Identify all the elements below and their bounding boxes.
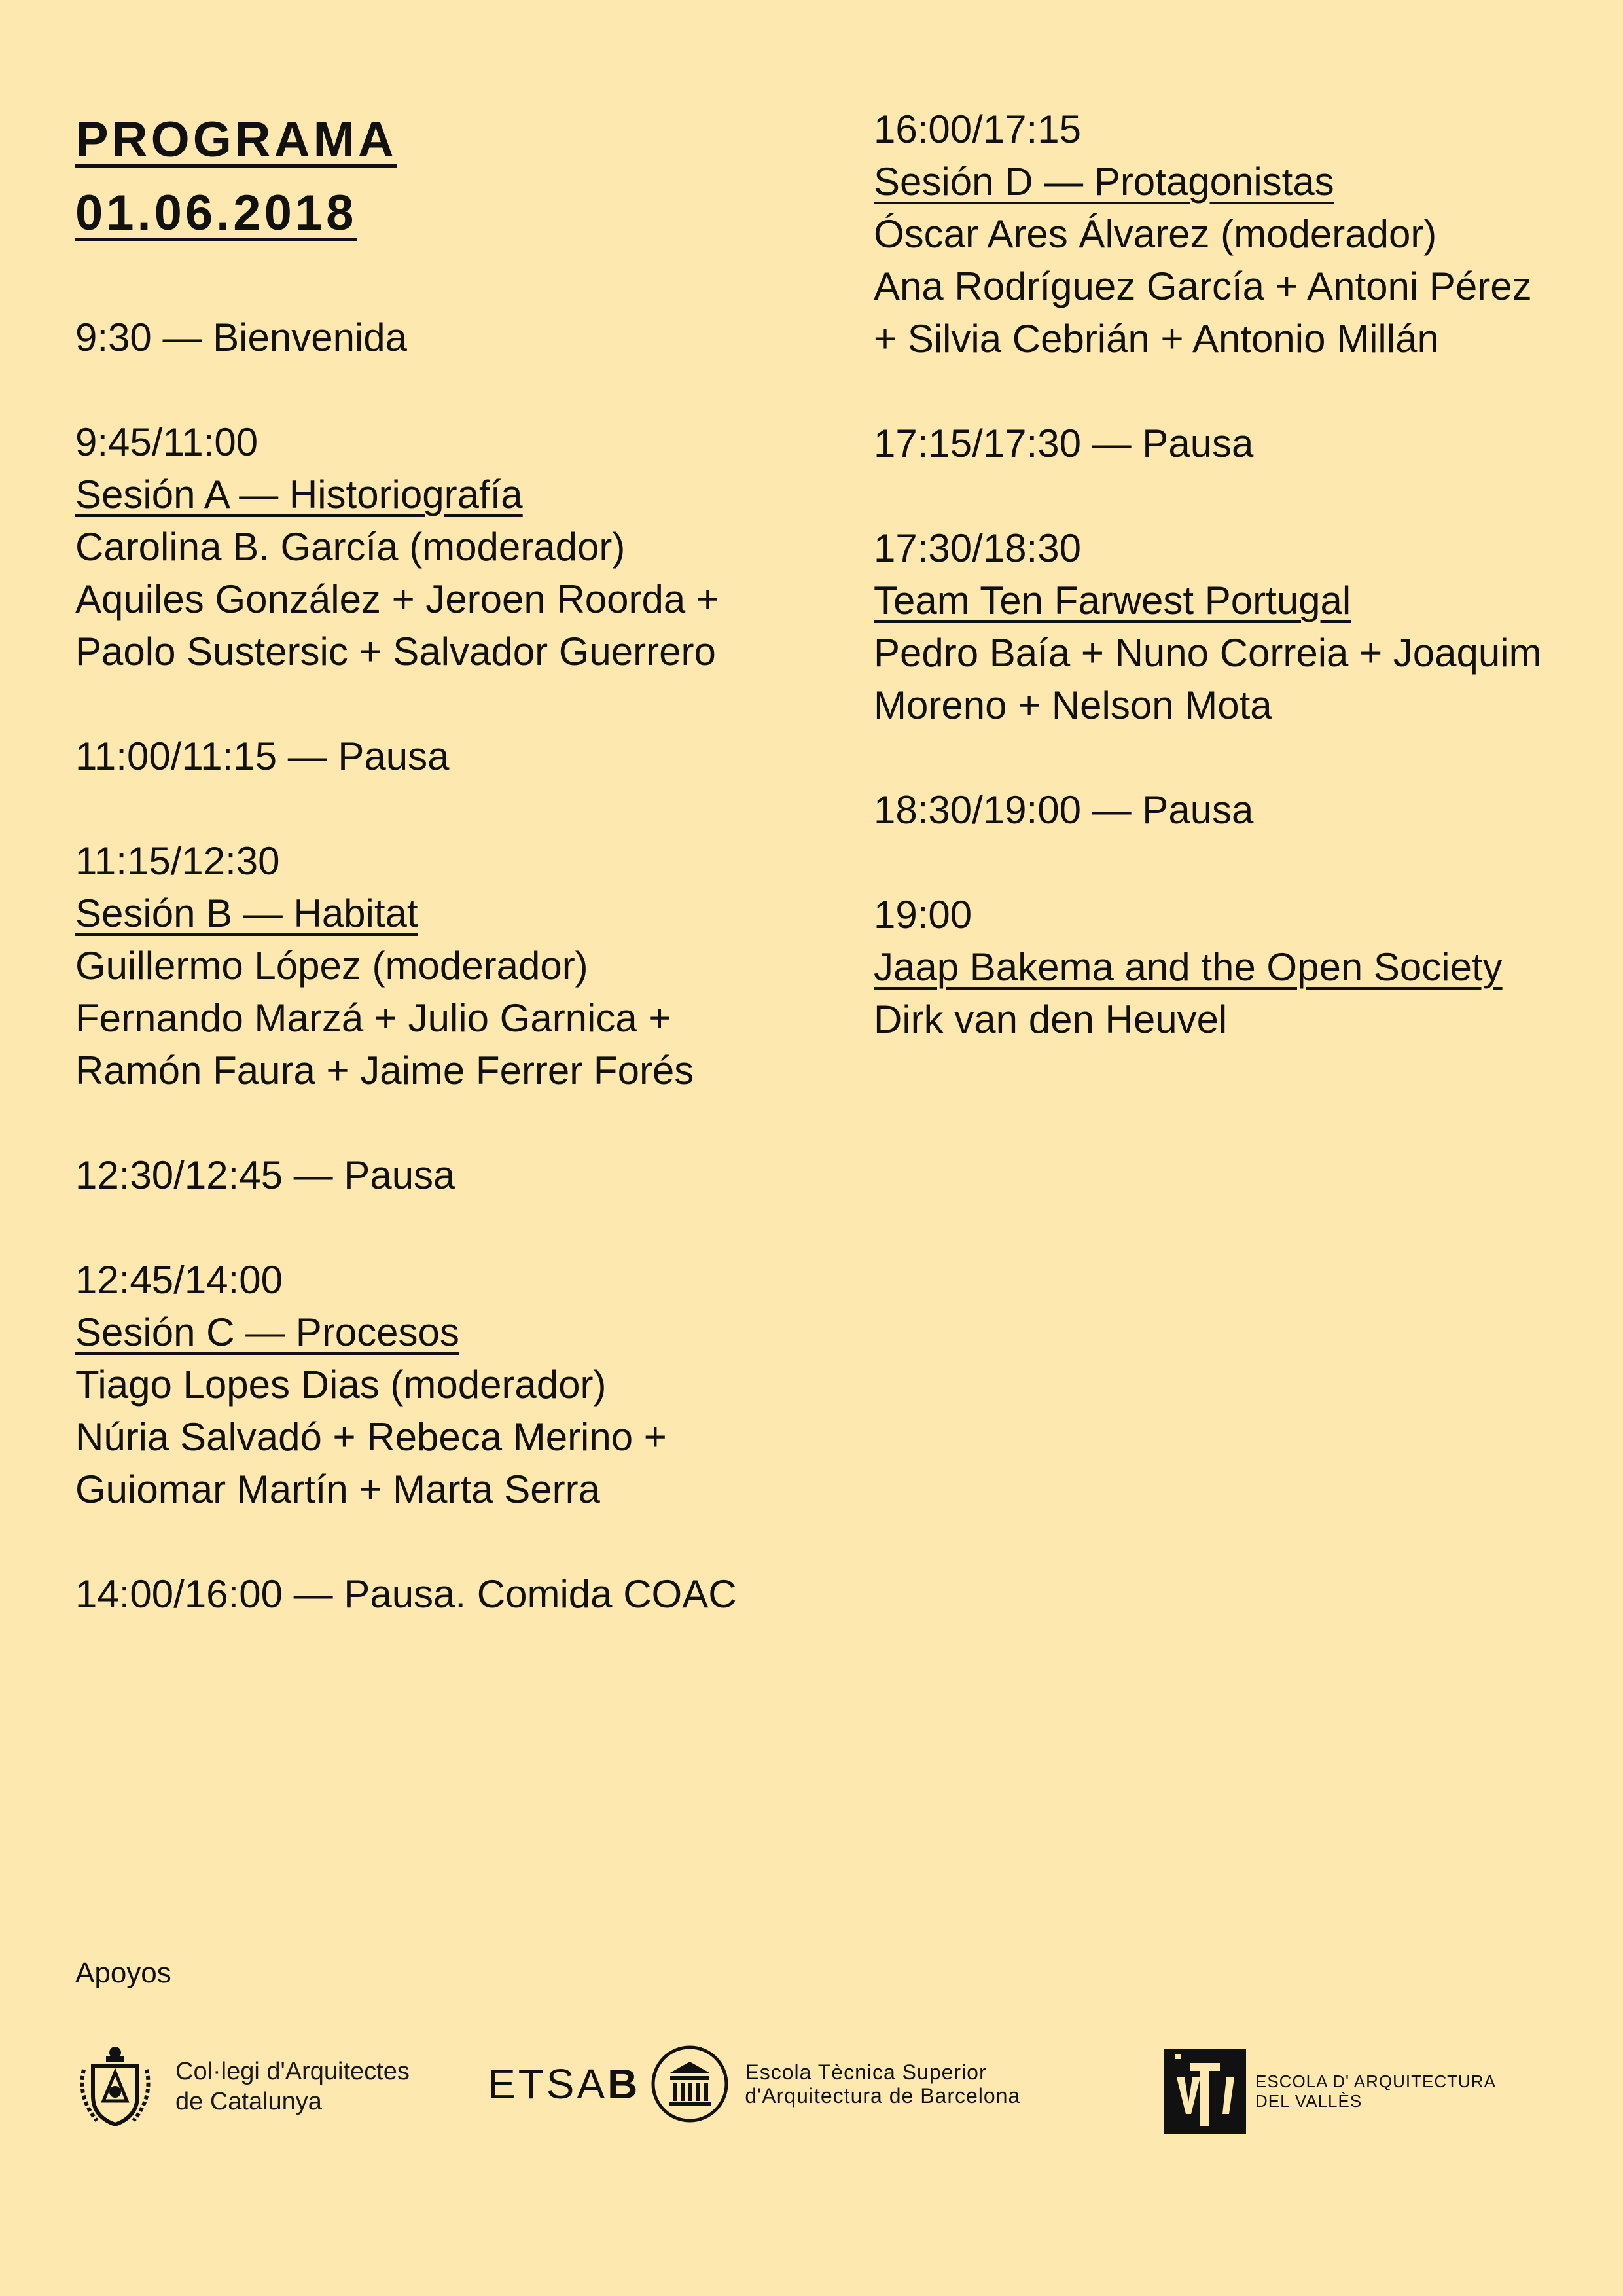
etsab-logo (488, 2043, 1020, 2125)
schedule-line: 19:00 (874, 893, 972, 937)
schedule-line: Carolina B. García (moderador) (75, 525, 626, 569)
schedule-line: Ramón Faura + Jaime Ferrer Forés (75, 1049, 694, 1092)
schedule-line: 18:30/19:00 — Pausa (874, 788, 1254, 832)
coac-logo (73, 2043, 410, 2130)
schedule-line: Moreno + Nelson Mota (874, 683, 1272, 727)
eav-mark-icon (1164, 2049, 1246, 2134)
schedule-line: Fernando Marzá + Julio Garnica + (75, 996, 671, 1040)
schedule-line: 14:00/16:00 — Pausa. Comida COAC (75, 1572, 737, 1616)
session-title: Sesión C — Procesos (75, 1310, 459, 1354)
schedule-line: 17:15/17:30 — Pausa (874, 422, 1254, 465)
schedule-line: 9:30 — Bienvenida (75, 315, 408, 359)
schedule-line: 17:30/18:30 (874, 526, 1081, 570)
schedule-line: + Silvia Cebrián + Antonio Millán (874, 317, 1439, 361)
session-title: Jaap Bakema and the Open Society (874, 945, 1503, 989)
schedule-line: 11:00/11:15 — Pausa (75, 734, 450, 778)
schedule-line: Ana Rodríguez García + Antoni Pérez (874, 264, 1532, 308)
schedule-line: Dirk van den Heuvel (874, 997, 1228, 1041)
coat-of-arms-icon (73, 2043, 157, 2130)
eav-line2: DEL VALLÈS (1255, 2091, 1363, 2111)
supports-label: Apoyos (75, 1957, 171, 1989)
etsab-wordmark: ETSAB (488, 2060, 641, 2108)
etsab-line2: d'Arquitectura de Barcelona (745, 2084, 1021, 2108)
schedule-line: 16:00/17:15 (874, 107, 1081, 151)
session-title: Sesión A — Historiografía (75, 473, 523, 516)
schedule-line: 11:15/12:30 (75, 839, 280, 883)
coac-line1: Col·legi d'Arquitectes (175, 2058, 410, 2085)
temple-icon (649, 2043, 730, 2125)
schedule-line: Guillermo López (moderador) (75, 944, 588, 988)
eav-line1: ESCOLA D' ARQUITECTURA (1255, 2072, 1496, 2091)
page-title (75, 103, 397, 250)
title-date: 01.06.2018 (75, 185, 357, 241)
session-title: Team Ten Farwest Portugal (874, 579, 1351, 622)
session-title: Sesión D — Protagonistas (874, 160, 1334, 204)
schedule-line: 12:30/12:45 — Pausa (75, 1153, 455, 1197)
schedule-line: Óscar Ares Álvarez (moderador) (874, 212, 1437, 256)
schedule-line: Aquiles González + Jeroen Roorda + (75, 577, 719, 621)
session-title: Sesión B — Habitat (75, 891, 418, 935)
schedule-line: Guiomar Martín + Marta Serra (75, 1467, 600, 1511)
schedule-line: 12:45/14:00 (75, 1258, 283, 1302)
schedule-line: 9:45/11:00 (75, 420, 259, 464)
etsab-line1: Escola Tècnica Superior (745, 2060, 987, 2084)
schedule-line: Núria Salvadó + Rebeca Merino + (75, 1415, 667, 1459)
schedule-line: Tiago Lopes Dias (moderador) (75, 1363, 607, 1407)
eav-logo (1164, 2049, 1496, 2134)
schedule-line: Paolo Sustersic + Salvador Guerrero (75, 630, 716, 673)
coac-line2: de Catalunya (175, 2088, 322, 2115)
schedule-line: Pedro Baía + Nuno Correia + Joaquim (874, 631, 1542, 675)
title-programa: PROGRAMA (75, 112, 397, 168)
